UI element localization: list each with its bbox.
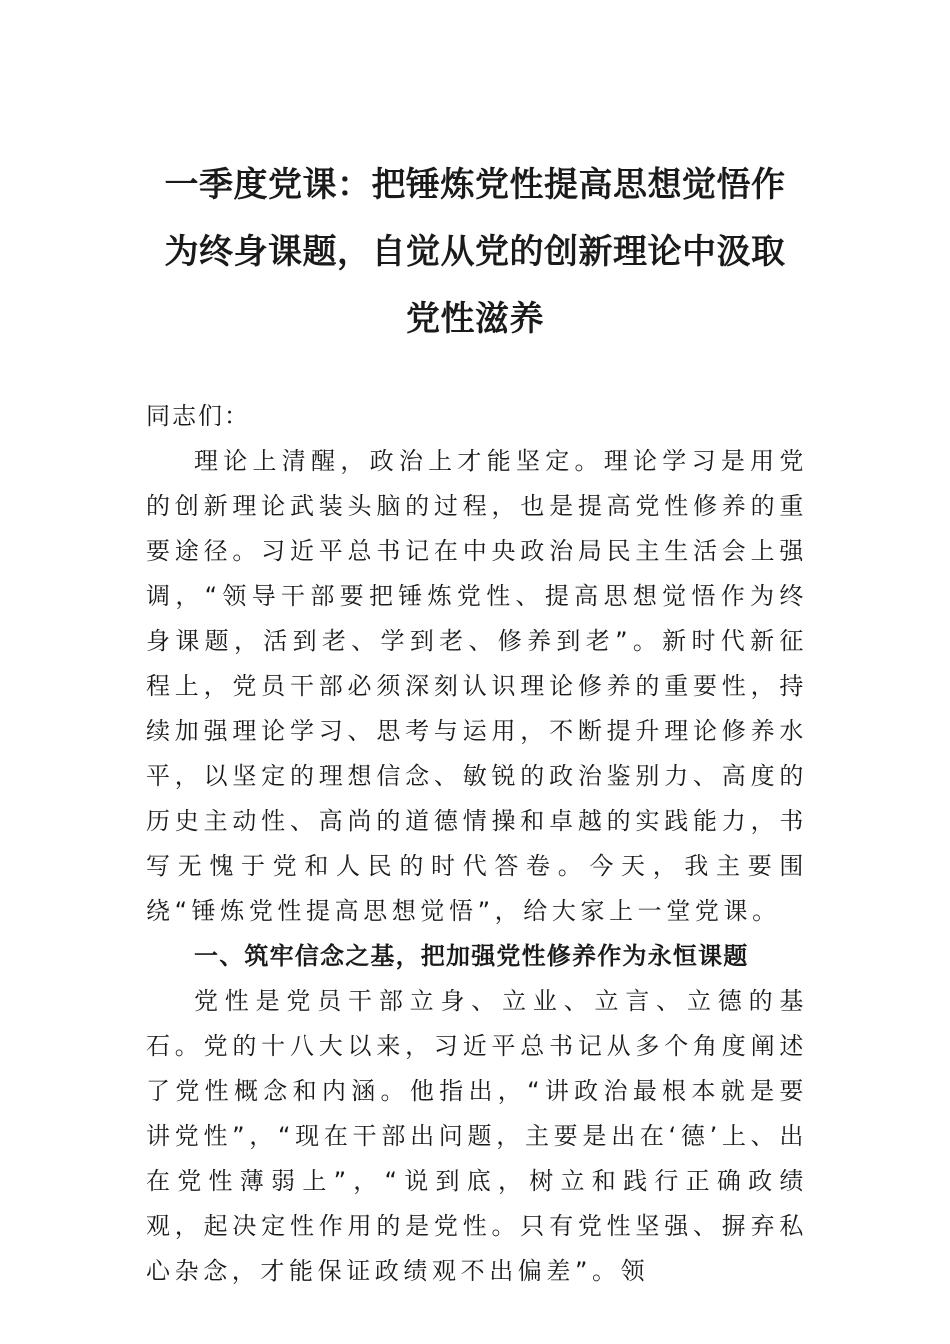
document-title bbox=[140, 152, 810, 353]
section-heading-1: 一、筑牢信念之基，把加强党性修养作为永恒课题 bbox=[194, 942, 749, 970]
paragraph-section-1: 党性是党员干部立身、立业、立言、立德的基石。党的十八大以来，习近平总书记从多个角度阐述了党性概念和内涵。他指出，“讲政治最根本就是要讲党性”，“现在干部出问题，主要是出在‘德’上、出在党性薄弱上”，“说到底，树立和践行正确政绩观，起决定性作用的是党性。只有党性坚强、摒弃私心杂念，才能保证政绩观不出偏差”。领 bbox=[146, 987, 808, 1285]
paragraph-intro: 理论上清醒，政治上才能坚定。理论学习是用党的创新理论武装头脑的过程，也是提高党性修养的重要途径。习近平总书记在中央政治局民主生活会上强调，“领导干部要把锤炼党性、提高思想觉悟作为终身课题，活到老、学到老、修养到老”。新时代新征程上，党员干部必须深刻认识理论修养的重要性，持续加强理论学习、思考与运用，不断提升理论修养水平，以坚定的理想信念、敏锐的政治鉴别力、高度的历史主动性、高尚的道德情操和卓越的实践能力，书写无愧于党和人民的时代答卷。今天，我主要围绕“锤炼党性提高思想觉悟”，给大家上一堂党课。 bbox=[146, 447, 808, 925]
title-line-3: 党性滋养 bbox=[406, 299, 544, 339]
salutation: 同志们： bbox=[146, 402, 250, 430]
document-body bbox=[146, 394, 808, 1294]
title-line-2: 为终身课题，自觉从党的创新理论中汲取 bbox=[164, 232, 786, 272]
title-line-1: 一季度党课：把锤炼党性提高思想觉悟作 bbox=[164, 165, 786, 205]
